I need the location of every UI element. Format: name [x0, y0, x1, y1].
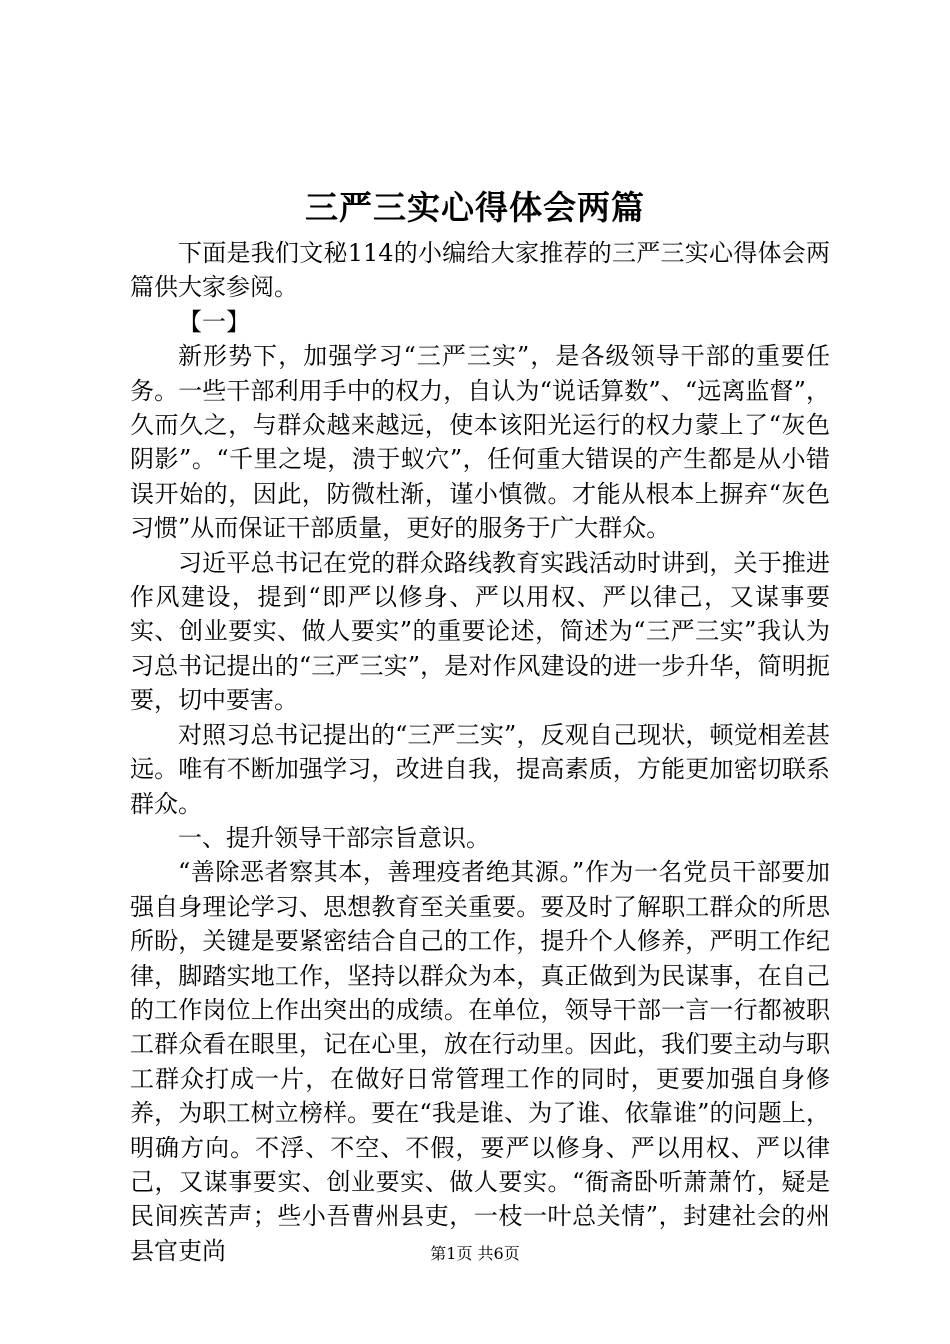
document-title: 三严三实心得体会两篇	[305, 188, 645, 227]
body-paragraph: 对照习总书记提出的“三严三实”，反观自己现状，顿觉相差甚远。唯有不断加强学习，改进自我，提高素质，方能更加密切联系群众。	[130, 720, 830, 818]
section-marker: 【一】	[178, 307, 250, 336]
body-paragraph: “善除恶者察其本，善理疫者绝其源。”作为一名党员干部要加强自身理论学习、思想教育至关重要。要及时了解职工群众的所思所盼，关键是要紧密结合自己的工作，提升个人修养，严明工作纪律，脚踏实地工作，坚持以群众为本，真正做到为民谋事，在自己的工作岗位上作出突出的成绩。在单位，领导干部一言一行都被职工群众看在眼里，记在心里，放在行动里。因此，我们要主动与职工群众打成一片，在做好日常管理工作的同时，更要加强自身修养，为职工树立榜样。要在“我是谁、为了谁、依靠谁”的问题上，明确方向。不浮、不空、不假，要严以修身、严以用权、严以律己，又谋事要实、创业要实、做人要实。“衙斋卧听萧萧竹，疑是民间疾苦声；些小吾曹州县吏，一枝一叶总关情”，封建社会的州县官吏尚	[130, 858, 830, 1265]
page-number-footer: 第1页 共6页	[430, 1244, 520, 1263]
intro-paragraph: 下面是我们文秘114的小编给大家推荐的三严三实心得体会两篇供大家参阅。	[130, 239, 830, 302]
document-body	[130, 236, 830, 1268]
section-heading: 一、提升领导干部宗旨意识。	[178, 823, 490, 852]
body-paragraph: 习近平总书记在党的群众路线教育实践活动时讲到，关于推进作风建设，提到“即严以修身、严以用权、严以律己，又谋事要实、创业要实、做人要实”的重要论述，简述为“三严三实”我认为习总书记提出的“三严三实”，是对作风建设的进一步升华，简明扼要，切中要害。	[130, 548, 830, 715]
body-paragraph: 新形势下，加强学习“三严三实”，是各级领导干部的重要任务。一些干部利用手中的权力，自认为“说话算数”、“远离监督”，久而久之，与群众越来越远，使本该阳光运行的权力蒙上了“灰色阴影”。“千里之堤，溃于蚁穴”，任何重大错误的产生都是从小错误开始的，因此，防微杜渐，谨小慎微。才能从根本上摒弃“灰色习惯”从而保证干部质量，更好的服务于广大群众。	[130, 342, 830, 543]
